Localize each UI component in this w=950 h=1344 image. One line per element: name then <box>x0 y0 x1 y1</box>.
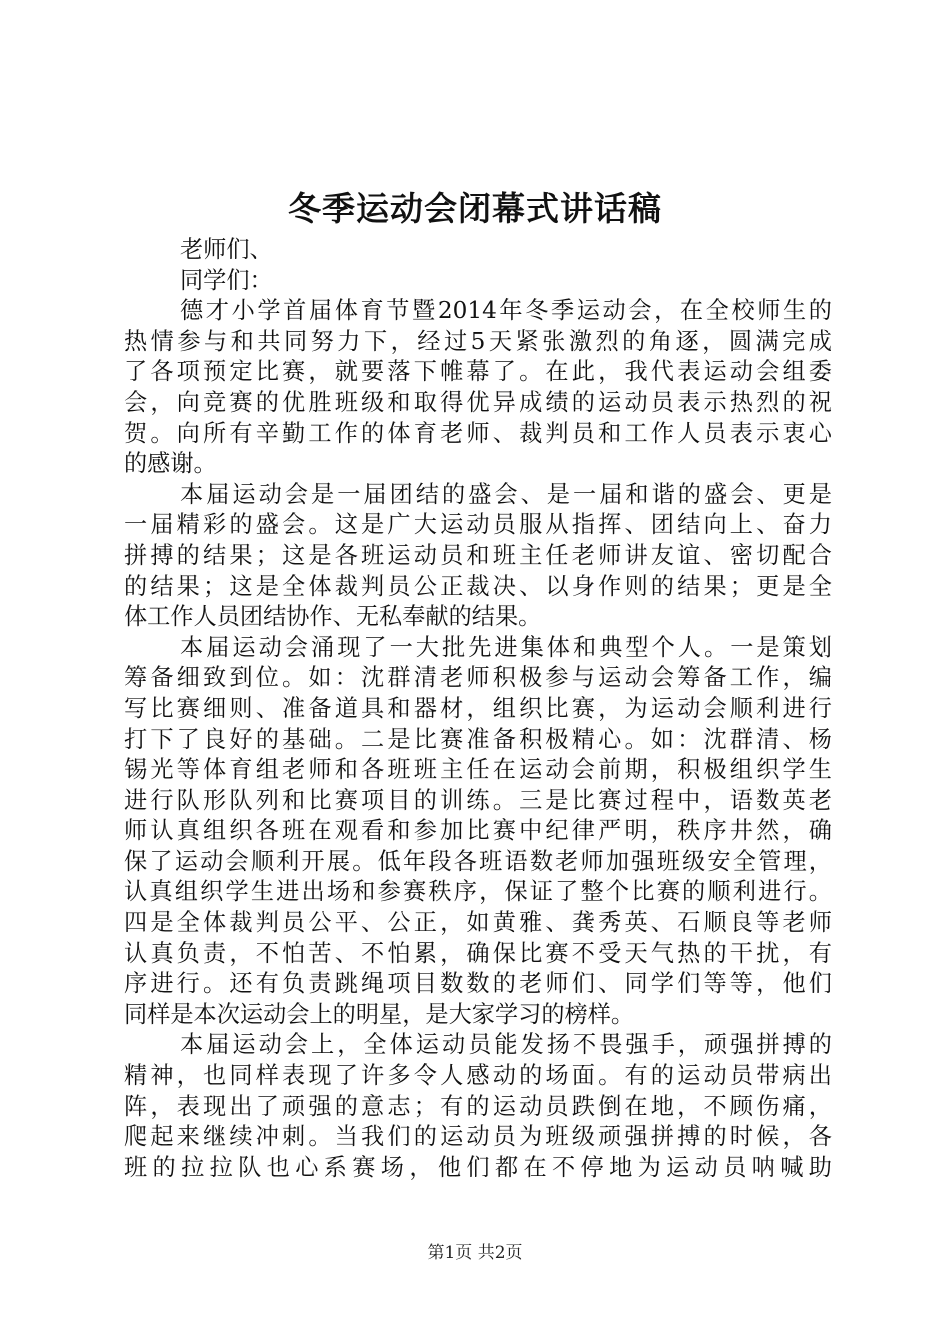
body-line: 阵，表现出了顽强的意志；有的运动员跌倒在地，不顾伤痛， <box>124 1092 832 1120</box>
body-line: 体工作人员团结协作、无私奉献的结果。 <box>124 603 542 631</box>
body-line: 拼搏的结果；这是各班运动员和班主任老师讲友谊、密切配合 <box>124 541 832 569</box>
body-line: 同样是本次运动会上的明星，是大家学习的榜样。 <box>124 1000 635 1028</box>
body-line: 同学们： <box>180 266 273 294</box>
body-line: 了各项预定比赛，就要落下帷幕了。在此，我代表运动会组委 <box>124 358 832 386</box>
body-line: 师认真组织各班在观看和参加比赛中纪律严明，秩序井然，确 <box>124 817 832 845</box>
body-line: 四是全体裁判员公平、公正，如黄雅、龚秀英、石顺良等老师 <box>124 909 832 937</box>
body-line: 热情参与和共同努力下，经过5天紧张激烈的角逐，圆满完成 <box>124 327 832 355</box>
body-line: 写比赛细则、准备道具和器材，组织比赛，为运动会顺利进行 <box>124 694 832 722</box>
body-line: 的结果；这是全体裁判员公正裁决、以身作则的结果；更是全 <box>124 572 832 600</box>
body-line: 本届运动会涌现了一大批先进集体和典型个人。一是策划 <box>180 633 832 661</box>
body-line: 认真组织学生进出场和参赛秩序，保证了整个比赛的顺利进行。 <box>124 878 832 906</box>
body-line: 本届运动会是一届团结的盛会、是一届和谐的盛会、更是 <box>180 480 832 508</box>
body-line: 保了运动会顺利开展。低年段各班语数老师加强班级安全管理， <box>124 847 832 875</box>
body-line: 爬起来继续冲刺。当我们的运动员为班级顽强拼搏的时候，各 <box>124 1123 832 1151</box>
document-body <box>124 235 832 1183</box>
page-footer: 第1页 共2页 <box>427 1243 523 1263</box>
body-line: 打下了良好的基础。二是比赛准备积极精心。如：沈群清、杨 <box>124 725 832 753</box>
body-line: 认真负责，不怕苦、不怕累，确保比赛不受天气热的干扰，有 <box>124 939 832 967</box>
body-line: 贺。向所有辛勤工作的体育老师、裁判员和工作人员表示衷心 <box>124 419 832 447</box>
body-line: 的感谢。 <box>124 450 217 478</box>
body-line: 班的拉拉队也心系赛场，他们都在不停地为运动员呐喊助 <box>124 1153 832 1181</box>
body-line: 一届精彩的盛会。这是广大运动员服从指挥、团结向上、奋力 <box>124 511 832 539</box>
document-title: 冬季运动会闭幕式讲话稿 <box>288 189 662 228</box>
body-line: 精神，也同样表现了许多令人感动的场面。有的运动员带病出 <box>124 1062 832 1090</box>
body-line: 德才小学首届体育节暨2014年冬季运动会，在全校师生的 <box>180 297 832 325</box>
body-line: 锡光等体育组老师和各班班主任在运动会前期，积极组织学生 <box>124 756 832 784</box>
body-line: 序进行。还有负责跳绳项目数数的老师们、同学们等等，他们 <box>124 970 832 998</box>
body-line: 筹备细致到位。如：沈群清老师积极参与运动会筹备工作，编 <box>124 664 832 692</box>
body-line: 老师们、 <box>180 236 273 263</box>
body-line: 进行队形队列和比赛项目的训练。三是比赛过程中，语数英老 <box>124 786 832 814</box>
body-line: 本届运动会上，全体运动员能发扬不畏强手，顽强拼搏的 <box>180 1031 832 1059</box>
body-line: 会，向竞赛的优胜班级和取得优异成绩的运动员表示热烈的祝 <box>124 388 832 416</box>
